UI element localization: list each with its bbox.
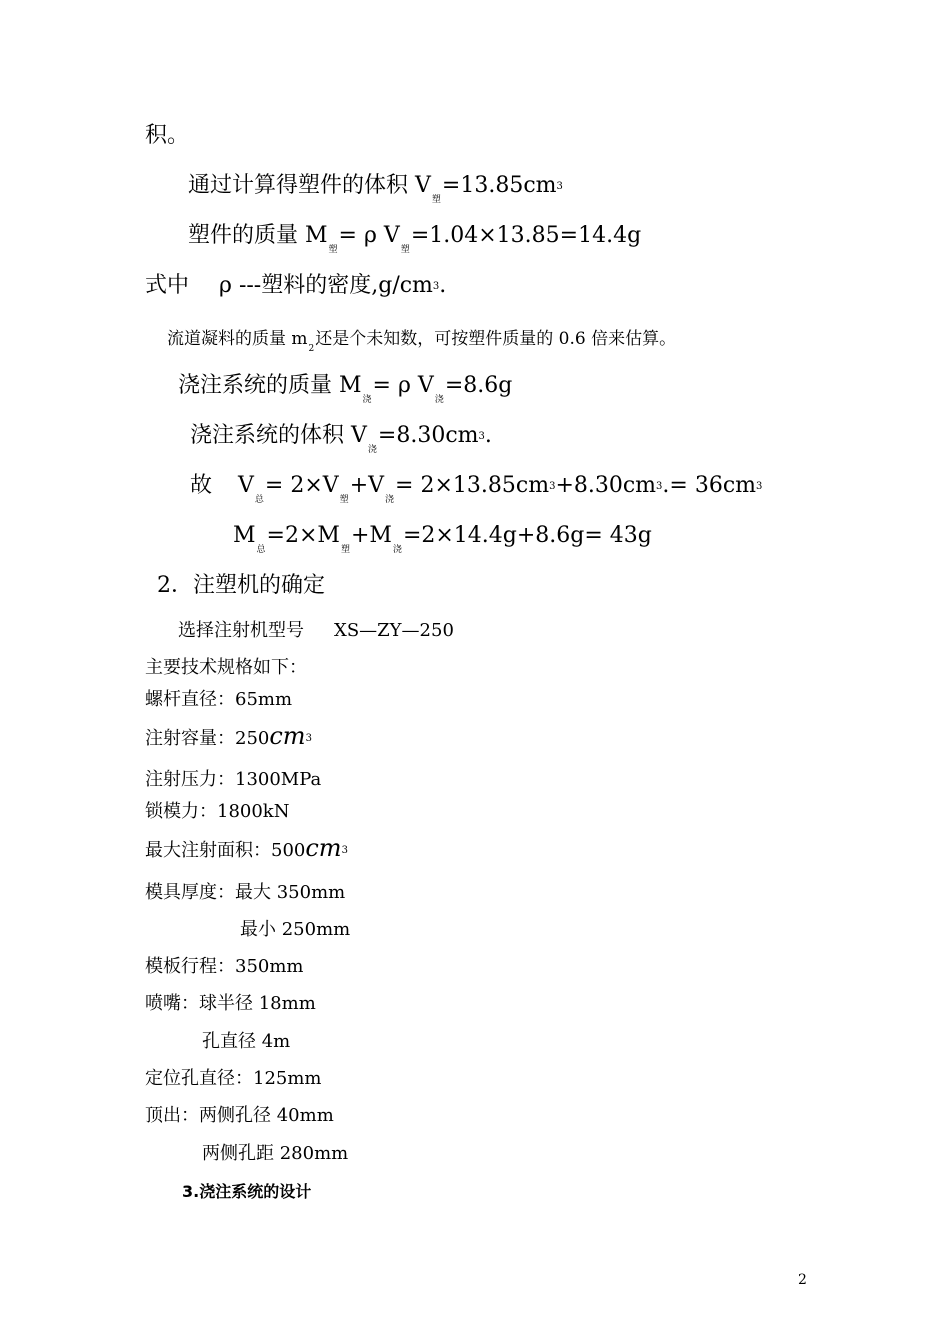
- spec-nozzle: 喷嘴：球半径 18mm: [145, 993, 316, 1014]
- spec-heading: 主要技术规格如下：: [145, 657, 307, 678]
- unit-cm: cm: [269, 722, 306, 750]
- density-text: ρ ---塑料的密度,g/cm: [219, 273, 433, 298]
- subscript: 浇: [362, 395, 372, 405]
- gate-mass-label: 浇注系统的质量 M: [178, 373, 362, 398]
- spec-screw: 螺杆直径：65mm: [145, 689, 293, 710]
- total-v-c: +V: [349, 473, 385, 498]
- mass-mid: = ρ V: [338, 223, 400, 248]
- superscript: 3: [656, 481, 663, 492]
- capacity-label: 注射容量：250: [145, 728, 270, 749]
- gate-volume-end: .: [484, 423, 492, 448]
- total-v-f: .= 36cm: [662, 473, 757, 498]
- machine-model: [178, 619, 454, 643]
- volume-equation: [188, 172, 563, 204]
- page-number: 2: [798, 1272, 807, 1288]
- total-v-a: V: [238, 473, 254, 498]
- section-heading: 3.浇注系统的设计: [182, 1182, 312, 1201]
- spec-locate: 定位孔直径：125mm: [145, 1068, 322, 1089]
- total-m-a: M: [233, 523, 256, 548]
- gate-volume-value: =8.30cm: [377, 423, 479, 448]
- gate-mass-value: =8.6g: [444, 373, 513, 398]
- total-m-b: =2×M: [266, 523, 340, 548]
- spec-mold-min: 最小 250mm: [240, 919, 351, 940]
- therefore-label: 故: [190, 473, 213, 498]
- spec-eject-distance: 两侧孔距 280mm: [202, 1143, 349, 1164]
- gate-mass-mid: = ρ V: [372, 373, 434, 398]
- mass-label: 塑件的质量 M: [188, 223, 328, 248]
- spec-capacity: [145, 724, 312, 754]
- total-v-e: +8.30cm: [555, 473, 657, 498]
- runner-text-a: 流道凝料的质量 m: [167, 329, 308, 349]
- model-label: 选择注射机型号: [178, 620, 304, 641]
- area-label: 最大注射面积：500: [145, 840, 306, 861]
- mass-value: =1.04×13.85=14.4g: [410, 223, 642, 248]
- subscript: 塑: [340, 545, 350, 555]
- subscript: 浇: [385, 495, 395, 505]
- superscript: 3: [432, 281, 440, 292]
- total-mass-equation: [233, 522, 652, 554]
- density-prefix: 式中: [145, 273, 190, 298]
- superscript: 3: [756, 481, 763, 492]
- superscript: 3: [556, 181, 563, 192]
- subscript: 浇: [434, 395, 444, 405]
- volume-label: 通过计算得塑件的体积 V: [188, 173, 431, 198]
- density-end: .: [439, 273, 447, 298]
- text-line: 积。: [145, 123, 190, 148]
- spec-pressure: 注射压力：1300MPa: [145, 769, 322, 790]
- total-v-d: = 2×13.85cm: [395, 473, 550, 498]
- total-volume-equation: [190, 472, 762, 504]
- gate-volume-equation: [190, 422, 492, 454]
- total-m-c: +M: [350, 523, 392, 548]
- spec-mold-thickness: 模具厚度：最大 350mm: [145, 882, 346, 903]
- unit-cm: cm: [305, 834, 342, 862]
- runner-text-b: 还是个未知数，可按塑件质量的 0.6 倍来估算。: [315, 329, 677, 349]
- gate-volume-label: 浇注系统的体积 V: [190, 423, 367, 448]
- superscript: 3: [305, 733, 312, 744]
- subscript: 浇: [367, 445, 377, 455]
- subscript: 浇: [392, 545, 402, 555]
- density-note: [145, 272, 446, 304]
- mass-equation: [188, 222, 641, 254]
- subscript: 塑: [431, 195, 441, 205]
- spec-area: [145, 836, 348, 866]
- spec-eject: 顶出：两侧孔径 40mm: [145, 1105, 334, 1126]
- spec-nozzle-hole: 孔直径 4m: [202, 1031, 291, 1052]
- spec-clamp: 锁模力：1800kN: [145, 801, 290, 822]
- superscript: 3: [549, 481, 556, 492]
- superscript: 3: [478, 431, 485, 442]
- total-m-d: =2×14.4g+8.6g= 43g: [402, 523, 652, 548]
- superscript: 3: [341, 845, 348, 856]
- subscript: 总: [254, 495, 264, 505]
- model-value: XS—ZY—250: [334, 620, 454, 641]
- volume-value: =13.85cm: [441, 173, 557, 198]
- subscript: 塑: [328, 245, 338, 255]
- spec-platen: 模板行程：350mm: [145, 956, 304, 977]
- subscript: 总: [256, 545, 266, 555]
- runner-note: [167, 328, 676, 353]
- total-v-b: = 2×V: [264, 473, 339, 498]
- section-heading: 2．注塑机的确定: [157, 573, 325, 598]
- subscript: 塑: [339, 495, 349, 505]
- subscript: 塑: [400, 245, 410, 255]
- subscript: 2: [308, 344, 315, 354]
- gate-mass-equation: [178, 372, 512, 404]
